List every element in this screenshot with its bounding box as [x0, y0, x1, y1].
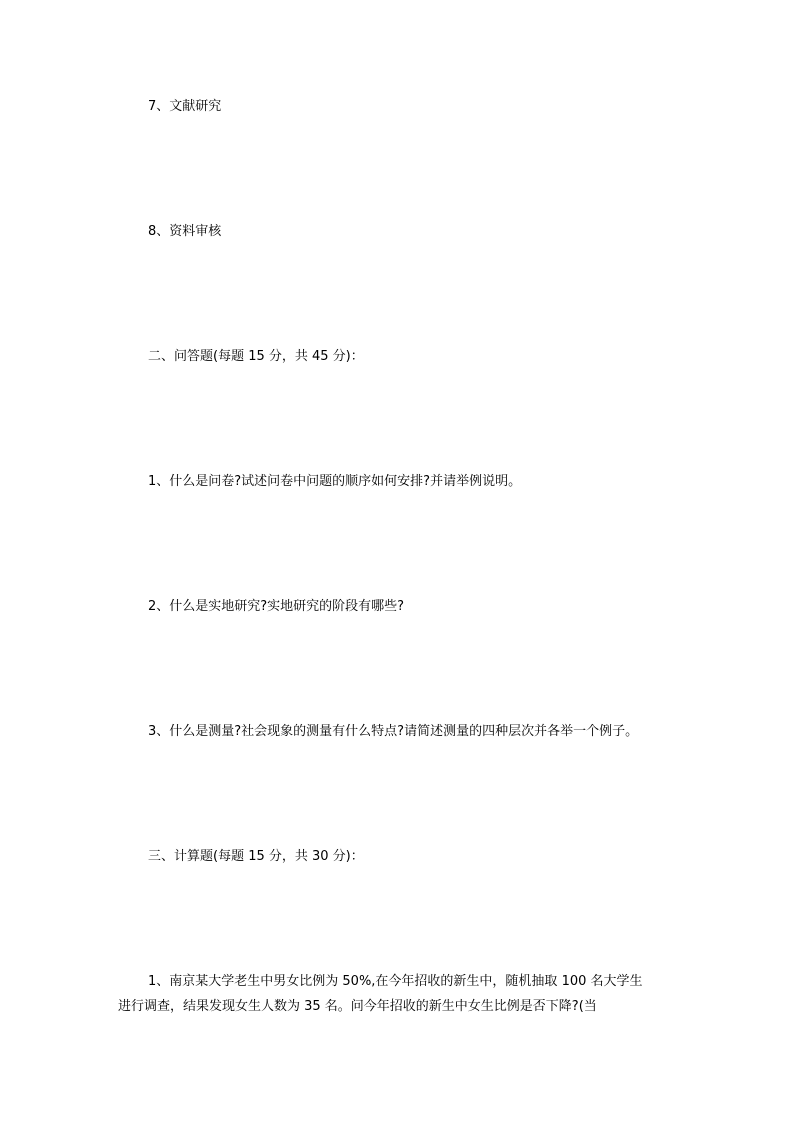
qa-question-1: 1、什么是问卷?试述问卷中问题的顺序如何安排?并请举例说明。: [148, 474, 522, 489]
calc-question-1-line-1: 1、南京某大学老生中男女比例为 50%,在今年招收的新生中，随机抽取 100 名大学生: [148, 974, 643, 989]
term-item-8: 8、资料审核: [148, 224, 222, 239]
qa-question-2: 2、什么是实地研究?实地研究的阶段有哪些?: [148, 599, 405, 614]
calc-question-1-line-2: 进行调查，结果发现女生人数为 35 名。问今年招收的新生中女生比例是否下降?(当: [118, 999, 597, 1014]
qa-question-3: 3、什么是测量?社会现象的测量有什么特点?请简述测量的四种层次并各举一个例子。: [148, 724, 639, 739]
section-heading-calc: 三、计算题(每题 15 分，共 30 分)：: [148, 849, 364, 864]
section-heading-qa: 二、问答题(每题 15 分，共 45 分)：: [148, 349, 364, 364]
term-item-7: 7、文献研究: [148, 99, 222, 114]
